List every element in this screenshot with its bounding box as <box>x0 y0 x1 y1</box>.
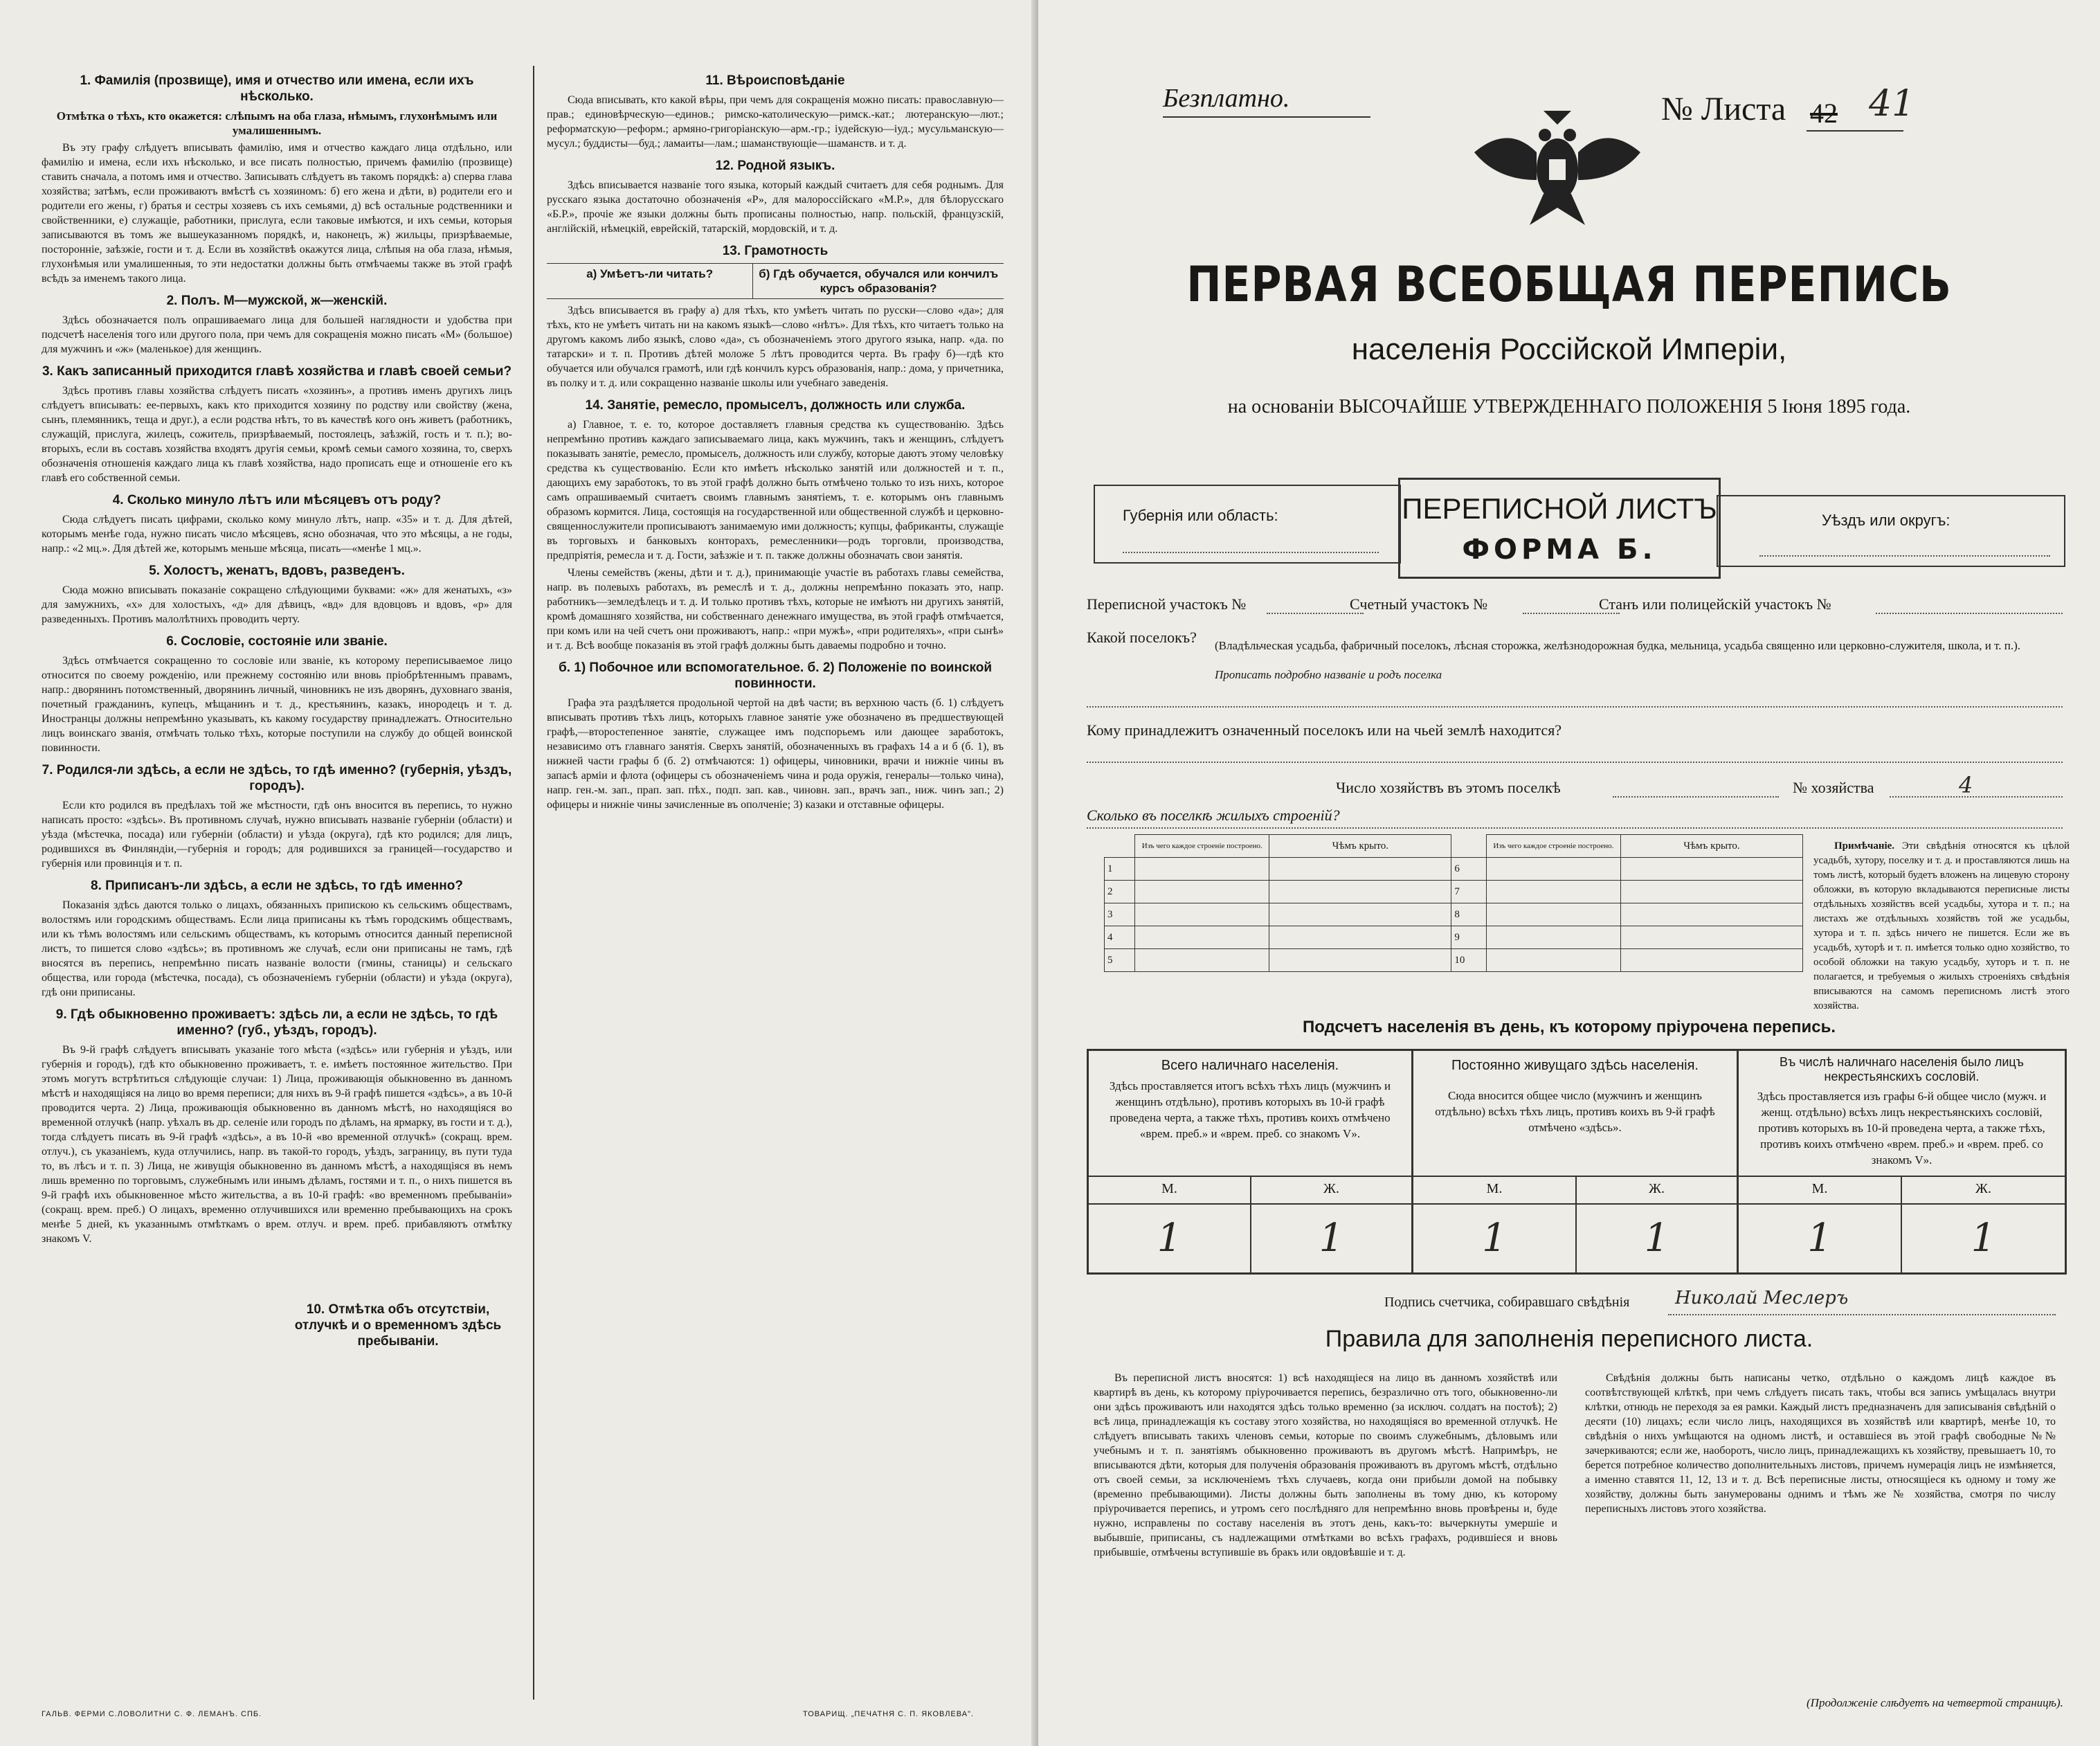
bld-row-num: 8 <box>1451 903 1487 926</box>
form-subtitle: ФОРМА Б. <box>1462 534 1657 566</box>
buildings-table <box>1104 834 1803 972</box>
count-heading: Подсчетъ населенія въ день, къ которому пріурочена перепись. <box>1303 1018 1836 1036</box>
form-title: ПЕРЕПИСНОЙ ЛИСТЪ <box>1402 492 1717 525</box>
bld-cell[interactable] <box>1135 926 1269 949</box>
bld-cell[interactable] <box>1269 881 1451 903</box>
count-nonpeasant-zh[interactable]: 1 <box>1971 1216 1996 1261</box>
bld-header-roof: Чѣмъ крыто. <box>1269 835 1451 858</box>
bld-cell[interactable] <box>1620 926 1802 949</box>
signature-handwritten: Николай Меслеръ <box>1675 1288 1849 1308</box>
remark-text: Эти свѣдѣнія относятся къ цѣлой усадьбѣ, хутору, поселку и т. д. и проставляются лишь на томъ листѣ, который будетъ вложенъ на лицевую сторону обложки, въ которую вкладываются переписные листы отдѣльныхъ хозяйствъ всей усадьбы, хутора и т. п.; на листахъ же отдѣльныхъ хозяйствъ той же усадьбы, хутора и т. п. здѣсь ничего не пишется. Если же въ усадьбѣ, хуторѣ и т. п. имѣется только одно хозяйство, то особой обложки на такую усадьбу, хуторъ и т. п. не полагается, и требуемыя о жилыхъ строеніяхъ свѣдѣнія вписываются на самомъ переписномъ листѣ этого хозяйства. <box>1813 840 2070 1011</box>
section-heading: 13. Грамотность <box>722 244 829 258</box>
bld-cell[interactable] <box>1269 926 1451 949</box>
bld-row-num: 7 <box>1451 881 1487 903</box>
counting-district-label: Счетный участокъ № <box>1350 595 1488 613</box>
sheet-number-label: № Листа <box>1661 91 1786 127</box>
printer-footer-left: ГАЛЬВ. ФЕРМИ С.ЛОВОЛИТНИ С. Ф. ЛЕМАНЪ. СПБ. <box>42 1710 262 1718</box>
bld-cell[interactable] <box>1486 949 1620 972</box>
population-count-table <box>1087 1049 2067 1275</box>
bld-cell[interactable] <box>1620 949 1802 972</box>
owner-field[interactable] <box>1087 762 2063 763</box>
count-permanent-zh[interactable]: 1 <box>1644 1216 1669 1261</box>
settlement-hint <box>1215 631 2066 690</box>
bld-cell[interactable] <box>1135 881 1269 903</box>
section-note: Отмѣтка о тѣхъ, кто окажется: слѣпымъ на оба глаза, нѣмымъ, глухонѣмымъ или умалишеннымъ. <box>56 109 498 137</box>
census-subtitle: населенія Россійской Имперіи, <box>1351 332 1787 366</box>
left-page <box>0 0 1038 1746</box>
census-district-field[interactable] <box>1267 613 1364 614</box>
form-title-box <box>1398 478 1721 579</box>
count-col-total-title: Всего наличнаго населенія. <box>1161 1058 1339 1073</box>
count-col-permanent-title: Постоянно живущаго здѣсь населенія. <box>1451 1058 1699 1073</box>
count-col-nonpeasant <box>1739 1051 2065 1176</box>
rules-column-2: Свѣдѣнія должны быть написаны четко, отдѣльно о каждомъ лицѣ каждое въ соотвѣтствующей клѣткѣ, при чемъ слѣдуетъ писать такъ, чтобы вся запись умѣщалась внутри клѣтки, отнюдь не переходя за ея рамки. Каждый листъ предназначенъ для записыванія свѣдѣній о десяти (10) лицахъ; если число лицъ, находящихся въ хозяйствѣ или квартирѣ, менѣе 10, то свѣдѣнія о нихъ умѣщаются на одномъ листѣ, и оставшіеся въ этой графѣ свободные №№ зачеркиваются; если же, наоборотъ, число лицъ, принадлежащихъ къ хозяйству, превышаетъ 10, то берется потребное количество дополнительныхъ листовъ, причемъ нумерація лицъ не измѣняется, а именно ставятся 11, 12, 13 и т. д. Всѣ переписные листы, относящіеся къ одному и тому же хозяйству, должны быть занумерованы однимъ и тѣмъ же № хозяйства, смотря по числу переписныхъ листовъ этого хозяйства. <box>1585 1372 2056 1515</box>
count-col-total-text: Здѣсь проставляется итогъ всѣхъ тѣхъ лицъ (мужчинъ и женщинъ отдѣльно), противъ которыхъ въ 10-й графѣ проведена черта, а также тѣхъ, противъ коихъ отмѣчено «врем. преб.» и «врем. преб. со знакомъ V». <box>1109 1079 1391 1140</box>
section-text: Здѣсь вписывается названіе того языка, который каждый считаетъ для себя роднымъ. Для русскаго языка достаточно обозначенія «Р», для малороссійскаго «М.Р.», для бѣлорусскаго «Б.Р.», прочіе же языки должны быть прописаны полностью, напр. польскій, французскій, англійскій, нѣмецкій, еврейскій, татарскій, мордовскій, и т. д. <box>547 179 1004 235</box>
imperial-eagle-emblem <box>1467 104 1647 228</box>
rules-column-1: Въ переписной листъ вносятся: 1) всѣ находящіеся на лицо въ данномъ хозяйствѣ или квартирѣ въ день, къ которому пріурочивается перепись, безразлично отъ того, обыкновенно-ли они здѣсь проживаютъ или находятся здѣсь только временно (за исключ. солдатъ на постоѣ); 2) всѣ лица, принадлежащія къ составу этого хозяйства, но находящіяся во временной отлучкѣ. Не слѣдуетъ вписывать такихъ членовъ семьи, которые по своимъ служебнымъ, дѣловымъ или учебнымъ и т. п. занятіямъ обыкновенно проживаютъ въ другомъ мѣстѣ. Напримѣръ, не вписываются дѣти, которыя для полученія образованія проживаютъ въ другомъ мѣстѣ, отдѣльно отъ своей семьи, за исключеніемъ тѣхъ случаевъ, когда они прибыли домой на побывку (временно пребывающими). Листы должны быть заполнены въ тому дню, къ которому пріурочивается перепись, и утромъ сего послѣдняго для непремѣнно вновь провѣрены и, буде нужно, исправлены по составу населенія въ этотъ день, какъ-то: вычеркнуты умершіе и выбывшіе, приписаны, съ надлежащими отмѣтками во всѣхъ графахъ, родившіеся и вновь прибывшіе, отмѣчены вступившіе въ бракъ или овдовѣвшіе и т. д. <box>1094 1372 1557 1558</box>
section-heading: 11. Вѣроисповѣданіе <box>705 73 845 88</box>
bld-header-roof-2: Чѣмъ крыто. <box>1620 835 1802 858</box>
section-heading: 3. Какъ записанный приходится главѣ хозяйства и главѣ своей семьи? <box>42 364 512 379</box>
free-underline <box>1163 116 1370 118</box>
bld-cell[interactable] <box>1620 881 1802 903</box>
owner-label: Кому принадлежитъ означенный поселокъ или на чьей землѣ находится? <box>1087 721 1562 739</box>
rules-title: Правила для заполненія переписного листа. <box>1325 1326 1813 1352</box>
count-col-nonpeasant-title: Въ числѣ наличнаго населенія было лицъ некрестьянскихъ сословій. <box>1780 1055 2024 1083</box>
count-col-total <box>1089 1051 1411 1176</box>
section-text: Графа эта раздѣляется продольной чертой на двѣ части; въ верхнюю часть (б. 1) слѣдуетъ вписывать противъ тѣхъ лицъ, которыхъ главное занятіе уже обозначено въ предшествующей графѣ,—второстепенное занятіе, служащее имъ подспорьемъ или дающее заработокъ, независимо отъ главнаго занятія. Сверхъ занятій, обозначенныхъ въ графахъ 14 а и б (б. 1), въ нижней части графы б (б. 2) отмѣчаются: 1) офицеры, чиновники, врачи и нижніе чины въ запасѣ армiи и флота (офицеры съ обозначеніемъ чина и рода оружія, генералы—только чина), напр. ген.-м. зап., прап. зап. пѣх., подп. зап. кав., чиновн. зап., врачъ зап., ниж. чинъ зап.; 2) офицеры и нижніе чины зачисленные въ ополченіе; 3) казаки и отставные офицеры. <box>547 697 1004 811</box>
count-m-label: М. <box>1161 1181 1177 1196</box>
buildings-field[interactable] <box>1087 827 2063 829</box>
uezd-box <box>1717 495 2065 567</box>
section-text: а) Главное, т. е. то, которое доставляетъ главныя средства къ существованію. Здѣсь непремѣнно противъ каждаго записываемаго лица, какъ мужчинъ, такъ и женщинъ, слѣдуетъ показывать занятіе, ремесло, промыселъ, должность или службу, которые даютъ этому человѣку средства къ существованію. Если кто имѣетъ нѣсколько занятій или должностей и т. п., дающихъ ему заработокъ, то въ этой графѣ должно быть отмѣчено только то изъ нихъ, которое самъ опрашиваемый считаетъ своимъ главнымъ занятіемъ, т. е. которымъ онъ главнымъ образомъ кормится. Лица, состоящія на государственной или общественной службѣ и церковно-священнослужители прописываютъ занимаемую ими должность; купцы, фабриканты, служащіе въ торговыхъ и банковыхъ конторахъ, ремесленники—родъ торговли, производства, предпріятія, ремесла и т. д. Гости, заѣзжіе и т. п. также должны обозначать свои занятія. <box>547 419 1004 561</box>
section-text: Въ эту графу слѣдуетъ вписывать фамилію, имя и отчество каждаго лица отдѣльно, или фамилію и имена, если ихъ нѣсколько, и все писать полностью, причемъ фамилію (прозвище) ставить сначала, а потомъ имя и отчество. Записывать слѣдуетъ въ такомъ порядкѣ: а) сперва глава хозяйства; затѣмъ, если проживаютъ вмѣстѣ съ хозяиномъ: б) его жена и дѣти, в) родители его и родители его жены, г) братья и сестры хозяевъ съ ихъ семьями, д) всѣ остальные родственники и свойственники, е) служащіе, работники, прислуга, если таковые имѣются, и ихъ семьи, которыя записываются въ томъ же вышеуказанномъ порядкѣ, и, наконецъ, ж) жильцы, призрѣваемые, посторонніе, заѣзжіе, гости и т. д. Если въ хозяйствѣ окажутся лица, слѣпыя на оба глаза, нѣмыя, глухонѣмыя или умалишенныя, то эти недостатки должны быть отмѣчаемы также въ этой графѣ всѣдъ за именемъ такого лица. <box>42 142 512 285</box>
bld-row-num: 3 <box>1105 903 1135 926</box>
settlement-label: Какой поселокъ? <box>1087 629 1197 646</box>
bld-cell[interactable] <box>1135 903 1269 926</box>
bld-cell[interactable] <box>1135 949 1269 972</box>
instructions-column-2 <box>547 66 1004 1686</box>
settlement-field[interactable] <box>1087 706 2063 708</box>
bld-row-num: 10 <box>1451 949 1487 972</box>
rules-continued: (Продолженіе слѣдуетъ на четвертой страницѣ). <box>1807 1696 2063 1709</box>
section-heading: б. 1) Побочное или вспомогательное. б. 2) Положеніе по воинской повинности. <box>558 660 993 691</box>
sheet-number-handwritten: 41 <box>1869 83 1915 125</box>
free-label: Безплатно. <box>1163 84 1290 113</box>
section-heading: 2. Полъ. М—мужской, ж—женскій. <box>166 294 388 308</box>
bld-cell[interactable] <box>1486 903 1620 926</box>
household-no-field[interactable] <box>1890 796 2063 798</box>
section-heading: 6. Сословіе, состояніе или званіе. <box>166 634 388 649</box>
bld-row-num: 4 <box>1105 926 1135 949</box>
bld-cell[interactable] <box>1620 903 1802 926</box>
gubernia-field[interactable] <box>1123 552 1379 553</box>
bld-row-num: 2 <box>1105 881 1135 903</box>
section-heading: 7. Родился-ли здѣсь, а если не здѣсь, то гдѣ именно? (губернія, уѣздъ, городъ). <box>42 763 512 793</box>
section-heading: 8. Приписанъ-ли здѣсь, а если не здѣсь, то гдѣ именно? <box>91 879 463 893</box>
count-col-permanent-text: Сюда вносится общее число (мужчинъ и женщинъ отдѣльно) всѣхъ тѣхъ лицъ, противъ коихъ въ 9-й графѣ отмѣчено «здѣсь». <box>1435 1089 1715 1134</box>
count-zh-label: Ж. <box>1323 1181 1339 1196</box>
section-text: Въ 9-й графѣ слѣдуетъ вписывать указаніе того мѣста («здѣсь» или губернія и уѣздъ, или губернія и городъ), гдѣ кто обыкновенно проживаетъ, т. е. имѣетъ постоянное жительство. При этомъ могутъ встрѣтиться слѣдующіе случаи: 1) Лица, проживающія обыкновенно въ данномъ мѣстѣ и находящіяся на лицо во время переписи; для нихъ въ 9-й графѣ пишется «здѣсь», а въ 10-й проводится черта. 2) Лица, проживающія обыкновенно въ данномъ мѣстѣ, но находящіяся во временной отлучкѣ (напр. уѣхалъ въ др. селеніе или городъ по дѣламъ, на ярмарку, въ гости и т. д.), тогда слѣдуетъ писать въ 9-й графѣ «здѣсь», а въ 10-й «во временной отлучкѣ» (сокращ. врем. отлуч.), съ указаніемъ, куда отлучились, напр. въ такой-то городъ, уѣздъ, заграницу, въ пути туда то, въ лѣсъ и т. п. 3) Лица, не живущія обыкновенно въ данномъ мѣстѣ, а находящіяся въ немъ лишь временно по торговымъ, служебнымъ или инымъ дѣламъ, гостями и т. п., о нихъ пишется въ 9-й графѣ ихъ обыкновенное мѣсто жительства, а въ 10-й графѣ: «во временномъ пребываніи» (сокращ. врем. преб.) О лицахъ, временно отлучившихся или временно пребывающихъ на срокъ менѣе 5 дней, къ указаннымъ отмѣткамъ о врем. отлуч. и врем. преб. прибавляютъ отмѣтку знакомъ V. <box>42 1044 512 1245</box>
instructions-column-1 <box>42 66 512 1686</box>
bld-header-material-2: Изъ чего каждое строеніе построено. <box>1486 835 1620 858</box>
settlement-hint-text: (Владѣльческая усадьба, фабричный поселокъ, лѣсная сторожка, желѣзнодорожная будка, мельница, усадьба священно или церковно-служителя, школа, и т. п.). <box>1215 639 2021 652</box>
bld-header-material: Изъ чего каждое строеніе построено. <box>1135 835 1269 858</box>
bld-cell[interactable] <box>1486 926 1620 949</box>
section-heading: 14. Занятіе, ремесло, промыселъ, должность или служба. <box>585 398 966 413</box>
census-title: ПЕРВАЯ ВСЕОБЩАЯ ПЕРЕПИСЬ <box>1186 256 1952 313</box>
bld-cell[interactable] <box>1486 881 1620 903</box>
count-total-zh[interactable]: 1 <box>1319 1216 1344 1261</box>
settlement-hint-instruction: Прописать подробно названіе и родъ поселка <box>1215 668 1442 681</box>
count-total-m[interactable]: 1 <box>1157 1216 1182 1261</box>
bld-row-num: 1 <box>1105 858 1135 881</box>
section-text: Здѣсь вписывается въ графу а) для тѣхъ, кто умѣетъ читать по русски—слово «да»; для тѣхъ, кто не умѣетъ читать ни на какомъ языкѣ—слово «нѣтъ». Для тѣхъ, кто читаетъ только на другомъ какомъ либо языкѣ, слово «да», съ обозначеніемъ этого другого языка, напр. «да. по татарски» и т. п. Противъ дѣтей моложе 5 лѣтъ проводится черта. Въ графу б)—гдѣ кто обучается или обучался грамотѣ, или гдѣ кончилъ курсъ образованія, напр.: дома, у причетника, въ полку и т. д. или сокращенно названіе школы или учебнаго заведенія. <box>547 305 1004 389</box>
count-zh-label: Ж. <box>1975 1181 1991 1196</box>
households-field[interactable] <box>1613 796 1779 798</box>
section-heading: 12. Родной языкъ. <box>715 159 835 173</box>
printer-footer-right: ТОВАРИЩ. „ПЕЧАТНЯ С. П. ЯКОВЛЕВА". <box>803 1710 975 1718</box>
count-col-nonpeasant-text: Здѣсь проставляется изъ графы 6-й общее число (мужч. и женщ. отдѣльно) всѣхъ лицъ некрестьянскихъ сословій, противъ которыхъ въ 10-й проведена черта, а также тѣхъ, противъ коихъ отмѣчено «врем. преб.» и «врем. преб. со знакомъ V». <box>1757 1090 2047 1167</box>
section-text: Сюда можно вписывать показаніе сокращено слѣдующими буквами: «ж» для женатыхъ, «з» для замужнихъ, «х» для холостыхъ, «д» для дѣвицъ, «вд» для вдовцовъ и вдовъ, «р» для разведенныхъ. Противъ малолѣтнихъ проводить черту. <box>42 584 512 625</box>
uezd-label: Уѣздъ или округъ: <box>1822 512 1950 529</box>
count-col-permanent <box>1413 1051 1737 1176</box>
section-text: Сюда вписывать, кто какой вѣры, при чемъ для сокращенія можно писать: православную—прав.; единовѣрческую—единов.; римско-католическую—римск.-кат.; лютеранскую—лют.; реформатскую—реформ.; армяно-григоріанскую—арм.-гр.; іудейскую—іуд.; мусульманскую—мусул.; буддисты—буд.; ламаиты—лам.; шаманствующіе—шаманств. и т. д. <box>547 94 1004 150</box>
count-zh-label: Ж. <box>1649 1181 1665 1196</box>
uezd-field[interactable] <box>1759 555 2050 557</box>
sheet-number-underline <box>1807 130 1903 132</box>
literacy-subheadings <box>547 263 1004 299</box>
bld-row-num: 6 <box>1451 858 1487 881</box>
item-10-heading-box <box>284 1295 512 1353</box>
section-heading: 5. Холостъ, женатъ, вдовъ, разведенъ. <box>149 564 405 578</box>
bld-cell[interactable] <box>1486 858 1620 881</box>
section-heading: 9. Гдѣ обыкновенно проживаетъ: здѣсь ли, а если не здѣсь, то гдѣ именно? (губ., уѣздъ, городъ). <box>55 1007 498 1038</box>
bld-row-num: 9 <box>1451 926 1487 949</box>
section-text: Если кто родился въ предѣлахъ той же мѣстности, гдѣ онъ вносится въ перепись, то нужно написать просто: «здѣсь». Въ противномъ случаѣ, нужно вписывать названіе губерніи (области) и уѣзда (мѣстечка, посада) или губерніи (области) и уѣзда (округа), гдѣ кто родился; для лицъ, родившихся въ Финляндіи,—губернія и городъ; для родившихся за границей—государство и губернія или провинція и т. п. <box>42 800 512 870</box>
household-no-handwritten: 4 <box>1959 772 1973 798</box>
literacy-sub-a: а) Умѣетъ-ли читать? <box>547 264 753 298</box>
bld-cell[interactable] <box>1620 858 1802 881</box>
household-no-label: № хозяйства <box>1793 779 1874 796</box>
count-permanent-m[interactable]: 1 <box>1482 1216 1507 1261</box>
stan-label: Станъ или полицейскій участокъ № <box>1599 595 1831 613</box>
buildings-label: Сколько въ поселкѣ жилыхъ строеній? <box>1087 807 1340 824</box>
stan-field[interactable] <box>1876 613 2063 614</box>
signature-label: Подпись счетчика, собиравшаго свѣдѣнія <box>1384 1295 1630 1310</box>
section-text: Члены семействъ (жены, дѣти и т. д.), принимающіе участіе въ работахъ главы семейства, напр. въ полевыхъ работахъ, въ ремеслѣ и т. д., должны непремѣнно показать это, напр. работникъ—земледѣлецъ и т. д. И только противъ тѣхъ, которые не имѣютъ ни другихъ занятій, кромѣ домашняго хозяйства, ни собственнаго денежнаго имущества, въ этой графѣ отмѣчается, при комъ или на чей счетъ они проживаютъ, напр.: «при мужѣ», «при родителяхъ», «при сынѣ» и т. д. Всѣ вообще показанія въ этой графѣ должны быть даваемы подробно и точно. <box>547 567 1004 651</box>
section-text: Здѣсь обозначается полъ опрашиваемаго лица для большей наглядности и удобства при подсчетѣ населенія того или другого пола, при чемъ для сокращенія можно писать «М» (большое) для мужчинъ и «ж» (маленькое) для женщинъ. <box>42 314 512 355</box>
signature-field[interactable] <box>1668 1314 2056 1315</box>
bld-row-num: 5 <box>1105 949 1135 972</box>
census-district-label: Переписной участокъ № <box>1087 595 1247 613</box>
right-page <box>1038 0 2100 1746</box>
count-m-label: М. <box>1486 1181 1503 1196</box>
item-10-heading: 10. Отмѣтка объ отсутствіи, отлучкѣ и о временномъ здѣсь пребываніи. <box>294 1302 502 1349</box>
count-m-label: М. <box>1811 1181 1828 1196</box>
bld-cell[interactable] <box>1269 949 1451 972</box>
gubernia-box <box>1094 485 1401 564</box>
bld-cell[interactable] <box>1269 903 1451 926</box>
section-text: Сюда слѣдуетъ писать цифрами, сколько кому минуло лѣтъ, напр. «35» и т. д. Для дѣтей, которымъ менѣе года, нужно писать число мѣсяцевъ, ясно обозначая, что это мѣсяцы, а не годы, напр.: «2 мц.». Для дѣтей же, которымъ меньше мѣсяца, писать—«менѣе 1 мц.». <box>42 514 512 555</box>
section-text: Показанія здѣсь даются только о лицахъ, обязанныхъ припискою къ сельскимъ обществамъ, волостямъ или городскимъ обществамъ. Если лица приписаны къ тѣмъ городскимъ обществамъ, или къ тѣмъ волостямъ или сельскимъ обществамъ, къ которымъ относится данный переписной листъ, то пишется слово «здѣсь»; въ противномъ же случаѣ, если они приписаны не тамъ, гдѣ вносятся въ перепись, непремѣнно писать названіе волости (гмины, станицы) и сельскаго общества, или города (мѣстечка, посада), съ обозначеніемъ губерніи (области) и уѣзда (округа), гдѣ они приписаны. <box>42 899 512 998</box>
remark-title: Примѣчаніе. <box>1834 840 1895 852</box>
section-heading: 4. Сколько минуло лѣтъ или мѣсяцевъ отъ роду? <box>112 493 442 507</box>
bld-cell[interactable] <box>1269 858 1451 881</box>
bld-cell[interactable] <box>1135 858 1269 881</box>
remark <box>1813 839 2070 1014</box>
count-nonpeasant-m[interactable]: 1 <box>1807 1216 1832 1261</box>
gubernia-label: Губернія или область: <box>1123 507 1278 524</box>
section-text: Здѣсь противъ главы хозяйства слѣдуетъ писать «хозяинъ», а противъ именъ другихъ лицъ слѣдуетъ вписывать: ее-первыхъ, какъ кто приходится хозяину по родству или свойству (жена, сынъ, племянникъ, теща и друг.), а если родства нѣтъ, то въ качествѣ кого онъ живетъ (работникъ, служащій, прислуга, жилецъ, сожитель, призрѣваемый, постоялецъ, заѣзжій, гость и т. п.); во-вторыхъ, если въ составъ хозяйства входятъ другія семьи, кромѣ семьи самого хозяина, то, сверхъ обозначенія отношенія каждаго лица къ главѣ хозяйства, надо прописать еще и отношеніе его къ главѣ его собственной семьи. <box>42 385 512 484</box>
section-text: Здѣсь отмѣчается сокращенно то сословіе или званіе, къ которому переписываемое лицо относится по своему рожденію, или прежнему состоянію или вновь пріобрѣтеннымъ правамъ, напр.: дворянинъ потомственный, дворянинъ личный, чиновникъ не изъ дворянъ, духовнаго званія, почетный гражданинъ, купецъ, мѣщанинъ и т. д., крестьянинъ, казакъ, инородецъ и т. д. Иностранцы должны непремѣнно указывать, къ какому государству принадлежатъ. Относительно лицъ воинскаго званія, отмѣчать только тѣхъ, которые поступили на службу до общей воинской повинности. <box>42 655 512 754</box>
section-heading: 1. Фамилія (прозвище), имя и отчество или имена, если ихъ нѣсколько. <box>80 73 474 104</box>
sheet-number-struck: 42 <box>1810 98 1838 129</box>
column-divider <box>533 66 534 1700</box>
census-subtitle-decree: на основаніи ВЫСОЧАЙШЕ УТВЕРЖДЕННАГО ПОЛОЖЕНІЯ 5 Іюня 1895 года. <box>1227 396 1911 417</box>
literacy-sub-b: б) Гдѣ обучается, обучался или кончилъ курсъ образованія? <box>759 267 999 295</box>
households-label: Число хозяйствъ въ этомъ поселкѣ <box>1336 779 1561 796</box>
